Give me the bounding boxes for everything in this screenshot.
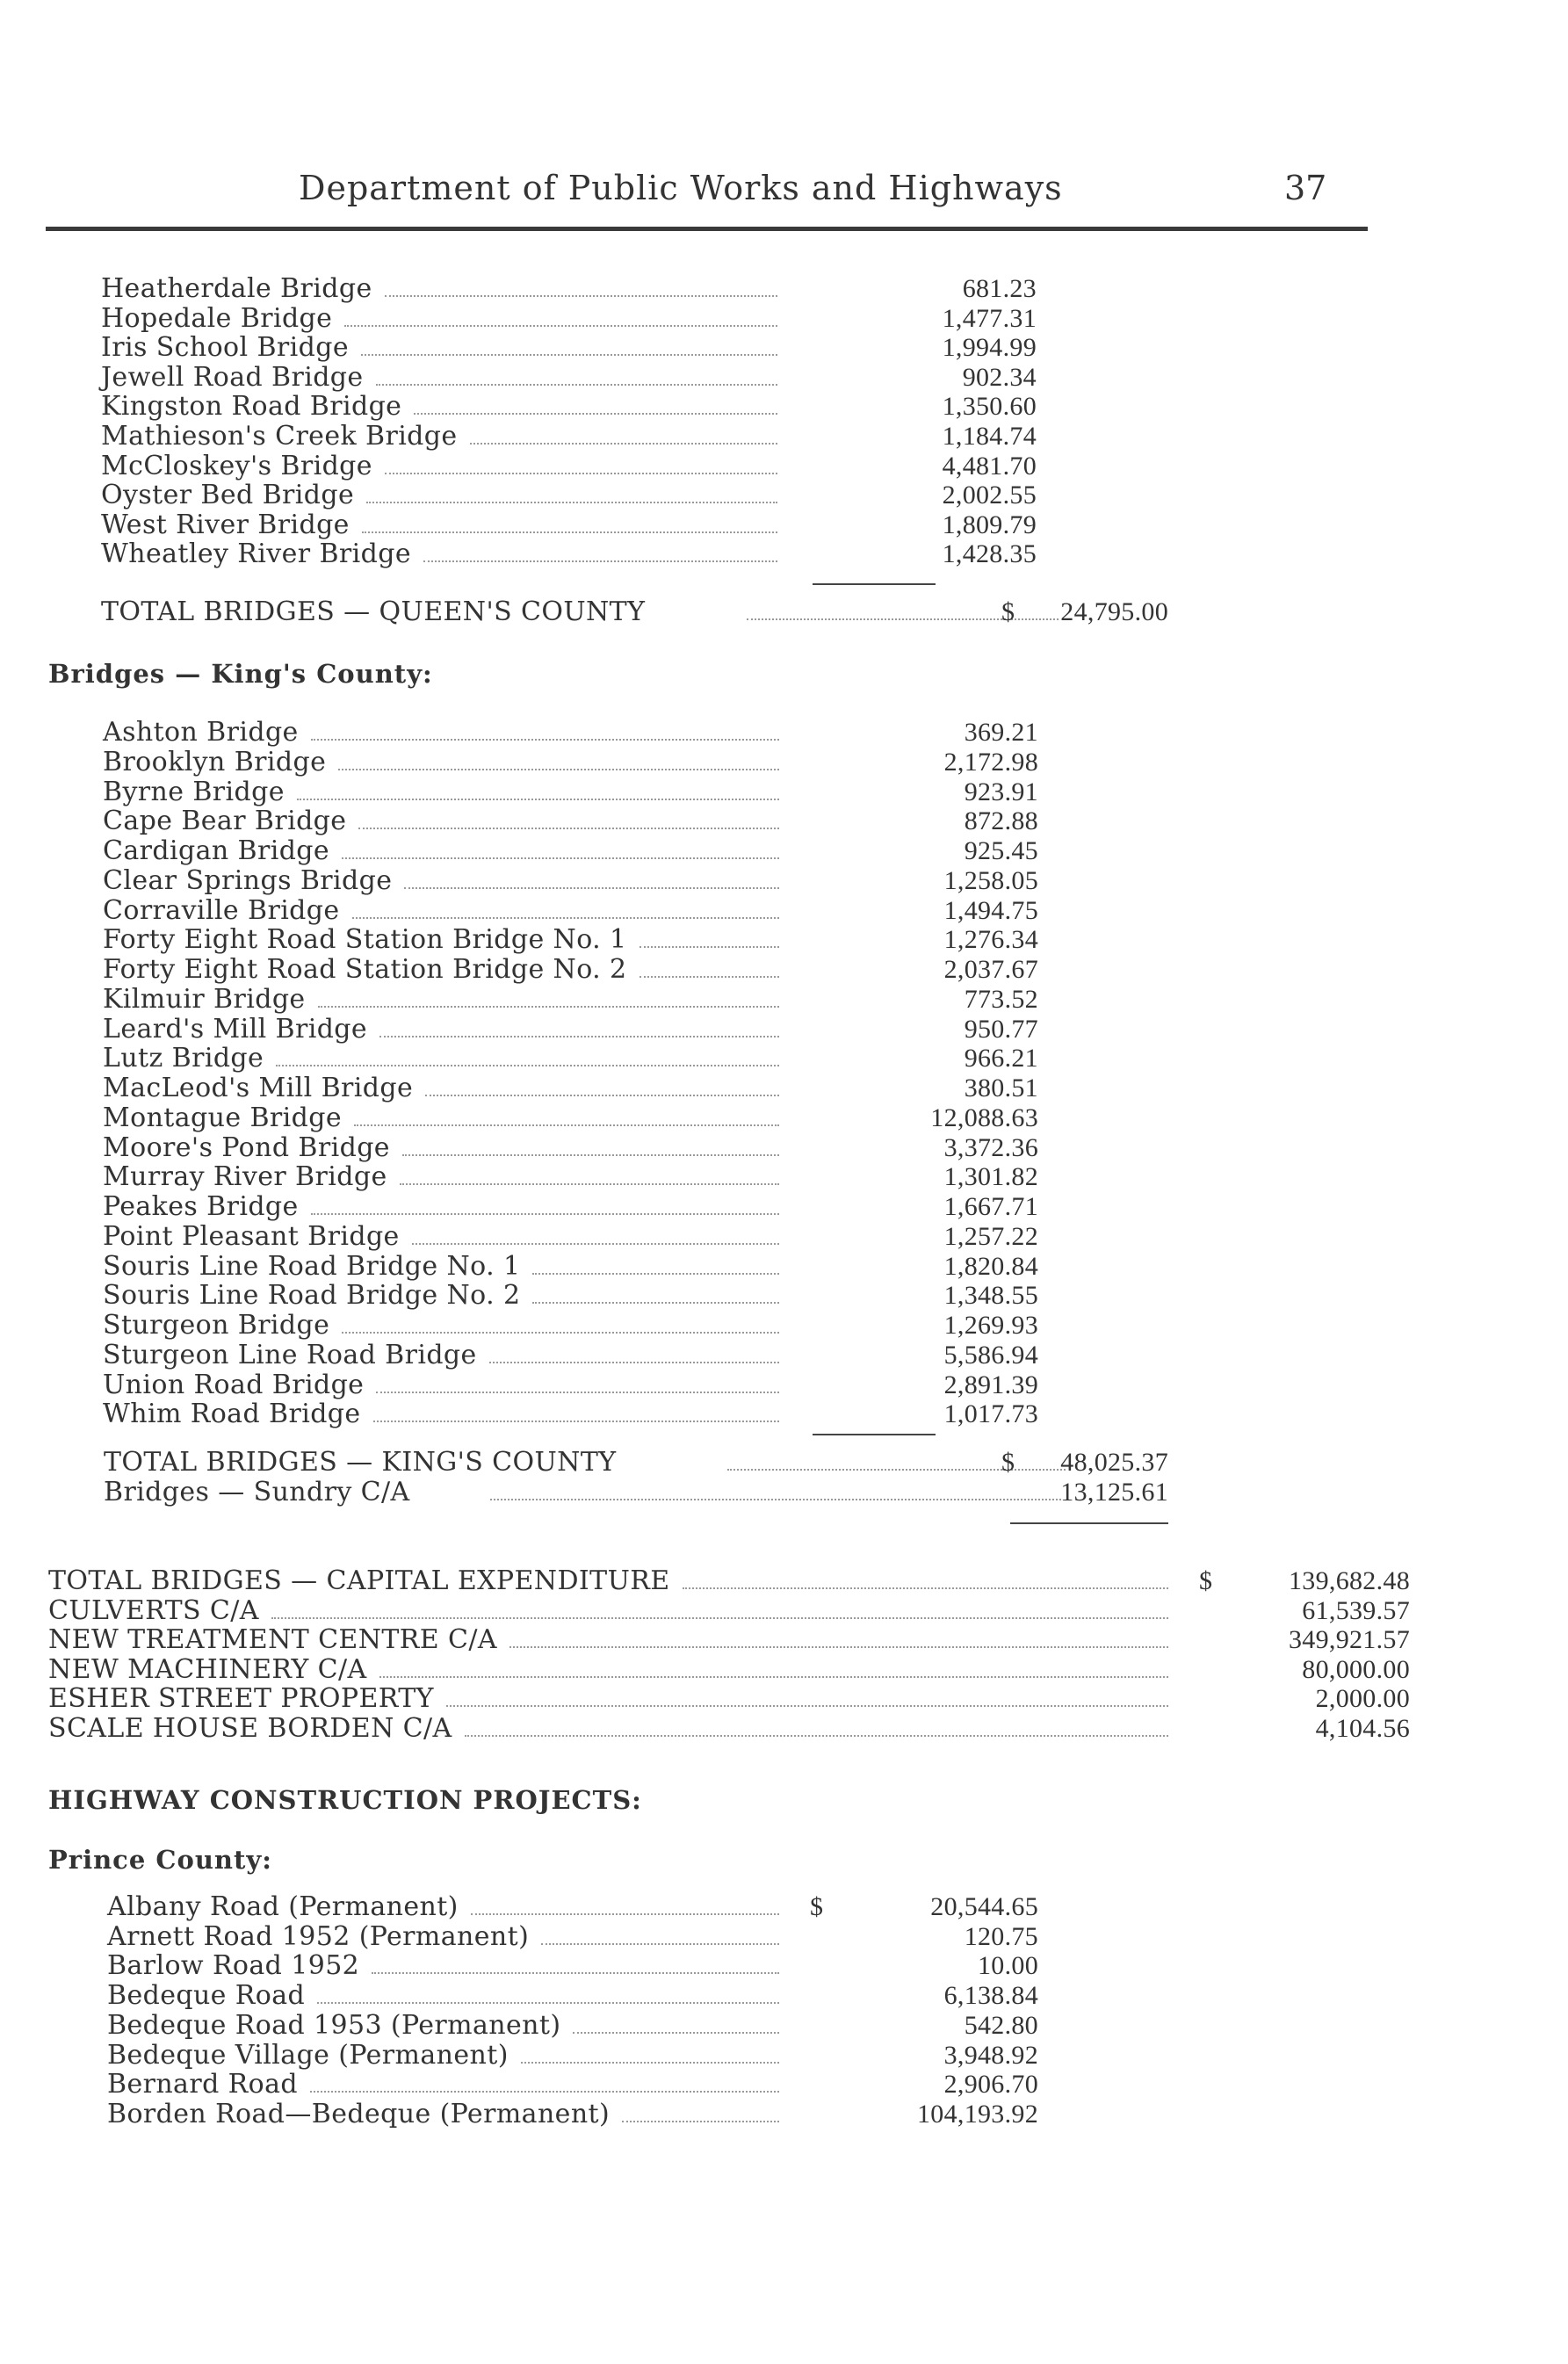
- bridge-row: [103, 1102, 1038, 1133]
- bridge-name: Forty Eight Road Station Bridge No. 2: [103, 954, 627, 985]
- bridge-amount: 1,348.55: [943, 1281, 1038, 1311]
- dot-leader: [276, 1065, 779, 1066]
- bridge-row: [101, 480, 1037, 511]
- bridge-amount: 923.91: [964, 777, 1038, 806]
- sundry-row: [104, 1478, 1168, 1507]
- dot-leader: [376, 384, 777, 386]
- bridge-row: [103, 1013, 1038, 1045]
- dot-leader: [372, 1972, 779, 1974]
- bridge-name: Souris Line Road Bridge No. 2: [103, 1280, 521, 1312]
- dot-leader: [414, 413, 777, 415]
- kings-total-dollar: $: [1001, 1448, 1015, 1477]
- project-row: [107, 1920, 1038, 1952]
- project-amount: 6,138.84: [943, 1981, 1038, 2011]
- bridge-row: [103, 1220, 1038, 1252]
- dot-leader: [639, 976, 779, 978]
- bridge-amount: 1,350.60: [942, 392, 1037, 422]
- expenditure-label: CULVERTS C/A: [48, 1594, 259, 1626]
- project-name: Arnett Road 1952 (Permanent): [107, 1920, 530, 1952]
- dot-leader: [271, 1617, 1168, 1619]
- dot-leader: [362, 531, 777, 533]
- bridge-name: Souris Line Road Bridge No. 1: [103, 1250, 521, 1282]
- bridge-name: Jewell Road Bridge: [101, 361, 364, 393]
- dot-leader: [385, 295, 777, 297]
- queens-subtotal-rule: [813, 583, 936, 585]
- kings-total-amount: 48,025.37: [1060, 1448, 1168, 1477]
- dot-leader: [317, 2002, 779, 2004]
- sundry-label: Bridges — Sundry C/A: [104, 1477, 410, 1507]
- project-name: Bedeque Road 1953 (Permanent): [107, 2009, 561, 2041]
- bridge-amount: 1,301.82: [943, 1162, 1038, 1192]
- bridge-amount: 773.52: [964, 984, 1038, 1014]
- bridge-name: West River Bridge: [101, 509, 350, 540]
- bridge-name: Kilmuir Bridge: [103, 983, 306, 1015]
- bridge-row: [103, 1369, 1038, 1400]
- project-name: Bedeque Village (Permanent): [107, 2039, 509, 2071]
- dot-leader: [402, 1154, 779, 1156]
- page-title: Department of Public Works and Highways: [299, 169, 1063, 207]
- bridge-amount: 872.88: [964, 806, 1038, 836]
- expenditure-amount: 2,000.00: [1315, 1684, 1410, 1713]
- project-row: [107, 1950, 1038, 1982]
- project-amount: 120.75: [964, 1921, 1038, 1951]
- expenditure-row: [48, 1653, 1410, 1685]
- dot-leader: [311, 739, 779, 741]
- dot-leader: [423, 560, 777, 562]
- bridge-amount: 1,257.22: [943, 1221, 1038, 1251]
- dot-leader: [683, 1587, 1168, 1589]
- expenditure-label: NEW MACHINERY C/A: [48, 1653, 367, 1685]
- bridge-name: MacLeod's Mill Bridge: [103, 1073, 414, 1103]
- dot-leader: [532, 1302, 779, 1304]
- project-row: [107, 2009, 1038, 2041]
- bridge-row: [103, 1131, 1038, 1163]
- project-amount: 2,906.70: [943, 2070, 1038, 2100]
- bridge-amount: 1,428.35: [942, 539, 1037, 569]
- queens-total-label: TOTAL BRIDGES — QUEEN'S COUNTY: [101, 596, 646, 627]
- bridge-row: [101, 539, 1037, 570]
- bridge-name: Sturgeon Bridge: [103, 1310, 330, 1341]
- bridge-row: [101, 509, 1037, 540]
- dot-leader: [412, 1243, 779, 1245]
- project-row: [107, 2098, 1038, 2129]
- bridge-name: Forty Eight Road Station Bridge No. 1: [103, 924, 627, 956]
- bridge-row: [103, 1280, 1038, 1312]
- kings-subtotal-rule: [813, 1434, 936, 1435]
- bridge-name: Lutz Bridge: [103, 1043, 264, 1074]
- bridges-total-rule: [1010, 1522, 1168, 1524]
- bridge-row: [103, 1043, 1038, 1074]
- dot-leader: [509, 1646, 1168, 1648]
- queens-total-amount: 24,795.00: [1060, 597, 1168, 626]
- dot-leader: [342, 857, 779, 859]
- bridge-row: [103, 717, 1038, 748]
- bridge-amount: 681.23: [962, 274, 1037, 303]
- bridge-name: Whim Road Bridge: [103, 1399, 361, 1430]
- bridge-amount: 1,994.99: [942, 333, 1037, 363]
- kings-county-heading: Bridges — King's County:: [48, 659, 433, 689]
- bridge-amount: 2,172.98: [943, 747, 1038, 777]
- bridge-amount: 12,088.63: [930, 1102, 1038, 1132]
- expenditure-amount: 139,682.48: [1289, 1566, 1410, 1595]
- bridge-name: Montague Bridge: [103, 1102, 343, 1133]
- bridge-row: [103, 924, 1038, 956]
- dot-leader: [573, 2032, 779, 2034]
- kings-total-row: [104, 1448, 1168, 1478]
- expenditure-row: [48, 1565, 1410, 1596]
- dot-leader: [358, 828, 779, 829]
- bridge-name: Mathieson's Creek Bridge: [101, 421, 458, 452]
- expenditure-amount: 4,104.56: [1315, 1713, 1410, 1743]
- project-name: Bedeque Road: [107, 1980, 306, 2012]
- dot-leader: [379, 1676, 1168, 1678]
- bridge-name: Byrne Bridge: [103, 776, 285, 807]
- bridge-name: Heatherdale Bridge: [101, 273, 372, 304]
- bridge-amount: 966.21: [964, 1044, 1038, 1074]
- dot-leader: [344, 325, 777, 327]
- dot-leader: [425, 1095, 779, 1096]
- bridge-amount: 1,494.75: [943, 895, 1038, 925]
- bridge-name: Ashton Bridge: [103, 717, 299, 748]
- dot-leader: [622, 2121, 779, 2122]
- bridge-name: Wheatley River Bridge: [101, 539, 411, 570]
- bridge-row: [101, 391, 1037, 423]
- bridge-amount: 380.51: [964, 1074, 1038, 1102]
- expenditure-amount: 80,000.00: [1302, 1654, 1410, 1684]
- bridge-name: Union Road Bridge: [103, 1369, 365, 1400]
- page-number: 37: [1284, 169, 1327, 207]
- queens-total-dollar: $: [1001, 597, 1015, 626]
- dot-leader: [338, 769, 779, 770]
- expenditure-row: [48, 1594, 1410, 1626]
- bridge-amount: 1,477.31: [942, 303, 1037, 333]
- bridge-name: Iris School Bridge: [101, 332, 349, 364]
- bridge-row: [103, 1161, 1038, 1193]
- dot-leader: [376, 1392, 779, 1393]
- project-row: [107, 2039, 1038, 2071]
- expenditure-label: SCALE HOUSE BORDEN C/A: [48, 1712, 452, 1744]
- dot-leader: [297, 799, 779, 800]
- queens-total-row: [101, 597, 1168, 627]
- dot-leader: [379, 1036, 779, 1037]
- bridge-name: Hopedale Bridge: [101, 302, 333, 334]
- bridge-row: [101, 302, 1037, 334]
- bridge-row: [103, 1310, 1038, 1341]
- project-amount: 542.80: [964, 2010, 1038, 2040]
- bridge-name: Cape Bear Bridge: [103, 806, 347, 837]
- dot-leader: [470, 443, 777, 445]
- bridge-name: Point Pleasant Bridge: [103, 1220, 400, 1252]
- bridge-row: [103, 835, 1038, 866]
- expenditure-label: TOTAL BRIDGES — CAPITAL EXPENDITURE: [48, 1565, 670, 1596]
- dot-leader: [490, 1499, 1061, 1500]
- header-rule: [46, 227, 1368, 231]
- bridge-row: [103, 954, 1038, 985]
- bridge-row: [101, 332, 1037, 364]
- bridge-amount: 1,184.74: [942, 422, 1037, 451]
- bridge-row: [101, 450, 1037, 481]
- dot-leader: [400, 1183, 779, 1185]
- dot-leader: [639, 946, 779, 948]
- bridge-row: [103, 983, 1038, 1015]
- bridge-row: [103, 1250, 1038, 1282]
- dot-leader: [489, 1362, 779, 1363]
- dot-leader: [532, 1273, 779, 1275]
- sundry-amount: 13,125.61: [1060, 1478, 1168, 1507]
- bridge-amount: 1,809.79: [942, 510, 1037, 539]
- bridge-amount: 2,037.67: [943, 955, 1038, 984]
- bridge-amount: 1,258.05: [943, 865, 1038, 895]
- dot-leader: [361, 354, 777, 356]
- bridge-amount: 369.21: [964, 718, 1038, 747]
- kings-total-label: TOTAL BRIDGES — KING'S COUNTY: [104, 1447, 617, 1478]
- dot-leader: [373, 1421, 779, 1422]
- page-header: [299, 169, 1353, 213]
- bridge-name: Cardigan Bridge: [103, 835, 330, 866]
- bridge-name: Sturgeon Line Road Bridge: [103, 1339, 477, 1370]
- bridge-amount: 902.34: [962, 362, 1037, 392]
- bridge-row: [103, 776, 1038, 807]
- project-name: Bernard Road: [107, 2069, 298, 2100]
- highway-construction-heading: HIGHWAY CONSTRUCTION PROJECTS:: [48, 1785, 642, 1815]
- expenditure-label: NEW TREATMENT CENTRE C/A: [48, 1624, 497, 1655]
- bridge-name: Oyster Bed Bridge: [101, 480, 355, 511]
- bridge-name: Murray River Bridge: [103, 1161, 387, 1193]
- dot-leader: [521, 2062, 779, 2064]
- project-row: [107, 2069, 1038, 2100]
- bridge-row: [101, 421, 1037, 452]
- project-amount: 3,948.92: [943, 2040, 1038, 2070]
- dot-leader: [385, 473, 777, 474]
- currency-symbol: $: [810, 1892, 823, 1921]
- project-amount: 20,544.65: [930, 1892, 1038, 1921]
- bridge-name: Clear Springs Bridge: [103, 864, 393, 896]
- expenditure-row: [48, 1624, 1410, 1655]
- bridge-row: [101, 361, 1037, 393]
- bridge-amount: 1,269.93: [943, 1311, 1038, 1340]
- project-amount: 10.00: [978, 1951, 1038, 1981]
- dot-leader: [404, 887, 779, 889]
- bridge-amount: 1,017.73: [943, 1399, 1038, 1429]
- dot-leader: [310, 2091, 779, 2093]
- bridge-name: Moore's Pond Bridge: [103, 1131, 390, 1163]
- bridge-amount: 1,820.84: [943, 1251, 1038, 1281]
- bridge-name: Corraville Bridge: [103, 894, 340, 926]
- bridge-amount: 4,481.70: [942, 451, 1037, 481]
- bridge-row: [103, 1191, 1038, 1222]
- dot-leader: [318, 1006, 779, 1008]
- dot-leader: [727, 1469, 1066, 1471]
- bridge-name: McCloskey's Bridge: [101, 450, 372, 481]
- bridge-row: [103, 746, 1038, 777]
- expenditure-amount: 61,539.57: [1302, 1595, 1410, 1625]
- dot-leader: [471, 1913, 779, 1915]
- dot-leader: [311, 1213, 779, 1215]
- bridge-name: Leard's Mill Bridge: [103, 1013, 368, 1045]
- project-row: [107, 1891, 1038, 1922]
- dot-leader: [366, 502, 777, 503]
- dot-leader: [354, 1124, 779, 1126]
- currency-symbol: $: [1199, 1566, 1212, 1595]
- bridge-amount: 3,372.36: [943, 1132, 1038, 1162]
- bridge-amount: 2,002.55: [942, 481, 1037, 510]
- bridge-row: [103, 864, 1038, 896]
- dot-leader: [352, 917, 779, 919]
- bridge-amount: 950.77: [964, 1014, 1038, 1044]
- bridge-amount: 2,891.39: [943, 1370, 1038, 1399]
- prince-county-heading: Prince County:: [48, 1845, 272, 1875]
- bridge-name: Kingston Road Bridge: [101, 391, 402, 423]
- bridge-amount: 5,586.94: [943, 1340, 1038, 1370]
- dot-leader: [541, 1943, 779, 1945]
- dot-leader: [342, 1332, 779, 1334]
- project-name: Borden Road—Bedeque (Permanent): [107, 2098, 611, 2129]
- bridge-amount: 925.45: [964, 836, 1038, 865]
- expenditure-label: ESHER STREET PROPERTY: [48, 1683, 434, 1714]
- bridge-row: [103, 806, 1038, 837]
- bridge-amount: 1,667.71: [943, 1192, 1038, 1221]
- bridge-amount: 1,276.34: [943, 925, 1038, 955]
- project-row: [107, 1980, 1038, 2012]
- bridge-row: [103, 1399, 1038, 1430]
- bridge-row: [103, 1339, 1038, 1370]
- bridge-row: [103, 1073, 1038, 1103]
- expenditure-amount: 349,921.57: [1289, 1625, 1410, 1654]
- expenditure-row: [48, 1712, 1410, 1744]
- project-amount: 104,193.92: [917, 2099, 1038, 2129]
- expenditure-row: [48, 1683, 1410, 1714]
- bridge-row: [103, 894, 1038, 926]
- project-name: Barlow Road 1952: [107, 1950, 360, 1982]
- project-name: Albany Road (Permanent): [107, 1891, 459, 1922]
- bridge-name: Brooklyn Bridge: [103, 746, 327, 777]
- dot-leader: [465, 1735, 1168, 1737]
- bridge-row: [101, 273, 1037, 304]
- bridge-name: Peakes Bridge: [103, 1191, 299, 1222]
- dot-leader: [446, 1705, 1168, 1707]
